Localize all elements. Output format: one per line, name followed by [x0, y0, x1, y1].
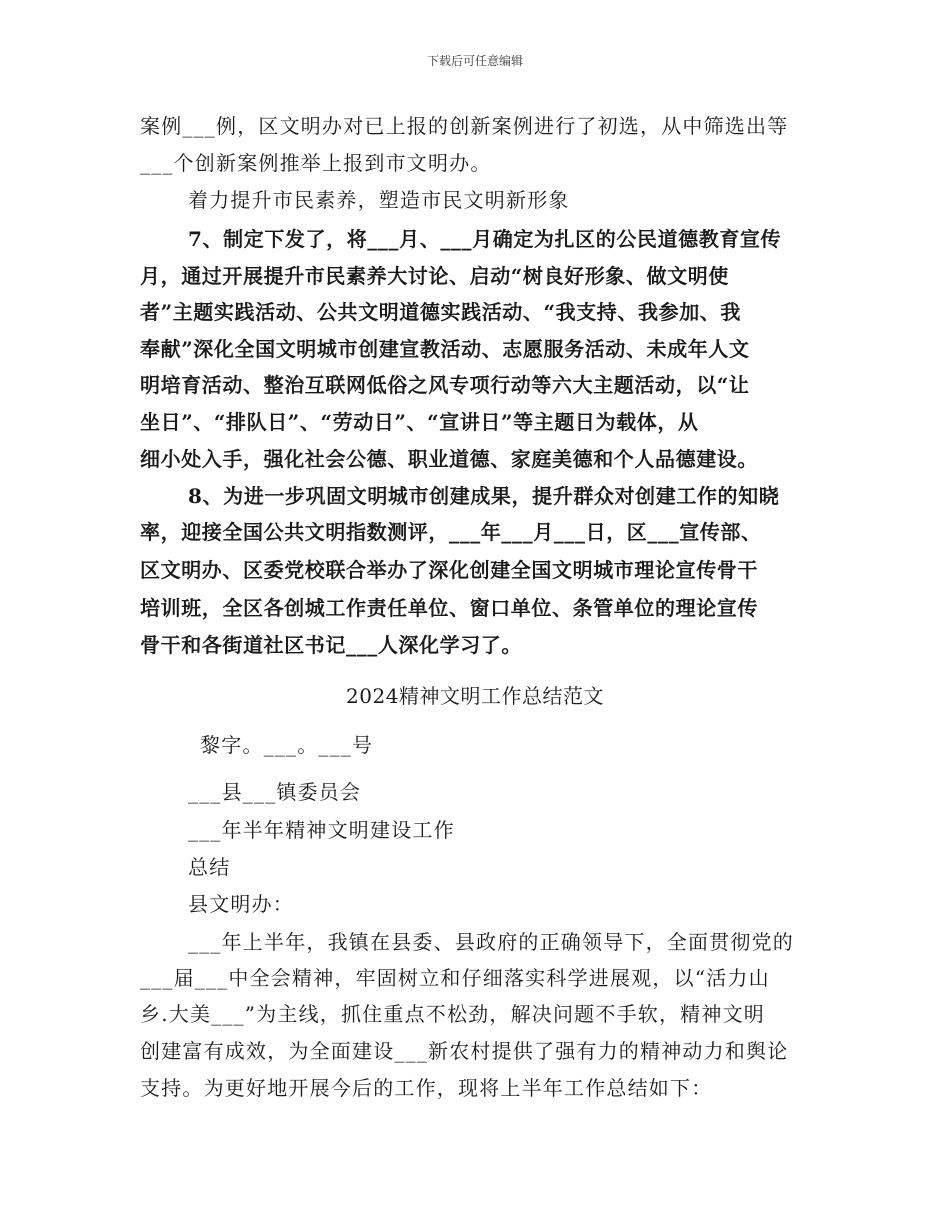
- page-header: 下载后可任意编辑: [426, 54, 523, 68]
- document-title: 2024精神文明工作总结范文: [346, 684, 604, 708]
- paragraph-line: 率，迎接全国公共文明指数测评，___年___月___日，区___宣传部、: [140, 520, 762, 544]
- paragraph-line: ___年上半年，我镇在县委、县政府的正确领导下，全面贯彻党的: [188, 930, 794, 954]
- paragraph-line: 奉献”深化全国文明城市创建宣教活动、志愿服务活动、未成年人文: [140, 337, 750, 361]
- salutation: 县文明办：: [188, 892, 294, 916]
- paragraph-line: 月，通过开展提升市民素养大讨论、启动“树良好形象、做文明使: [140, 264, 729, 288]
- paragraph-line: 区文明办、区委党校联合举办了深化创建全国文明城市理论宣传骨干: [140, 558, 758, 582]
- report-subject-cont: 总结: [188, 855, 231, 879]
- paragraph-line: 支持。为更好地开展今后的工作，现将上半年工作总结如下：: [140, 1076, 713, 1100]
- paragraph-line: ___届___中全会精神，牢固树立和仔细落实科学进展观，以“活力山: [140, 966, 770, 990]
- paragraph-line: 案例___例，区文明办对已上报的创新案例进行了初选，从中筛选出等: [140, 114, 789, 138]
- committee-name: ___县___镇委员会: [188, 780, 362, 804]
- paragraph-line: 7、制定下发了，将___月、___月确定为扎区的公民道德教育宣传: [188, 227, 782, 251]
- paragraph-line: ___个创新案例推举上报到市文明办。: [140, 151, 492, 175]
- document-number: 黎字。___。___号: [200, 733, 374, 757]
- paragraph-line: 者”主题实践活动、公共文明道德实践活动、“我支持、我参加、我: [140, 300, 742, 324]
- section-heading: 着力提升市民素养，塑造市民文明新形象: [188, 188, 570, 212]
- paragraph-line: 明培育活动、整治互联网低俗之风专项行动等六大主题活动，以“让: [140, 373, 750, 397]
- report-subject: ___年半年精神文明建设工作: [188, 818, 455, 842]
- paragraph-line: 骨干和各街道社区书记___人深化学习了。: [140, 633, 522, 657]
- paragraph-line: 创建富有成效，为全面建设___新农村提供了强有力的精神动力和舆论: [140, 1039, 789, 1063]
- paragraph-line: 培训班，全区各创城工作责任单位、窗口单位、条管单位的理论宣传: [140, 596, 758, 620]
- paragraph-line: 坐日”、“排队日”、“劳动日”、“宣讲日”等主题日为载体，从: [140, 410, 699, 434]
- paragraph-line: 细小处入手，强化社会公德、职业道德、家庭美德和个人品德建设。: [140, 447, 758, 471]
- paragraph-line: 8、为进一步巩固文明城市创建成果，提升群众对创建工作的知晓: [188, 484, 780, 508]
- paragraph-line: 乡.大美___”为主线，抓住重点不松劲，解决问题不手软，精神文明: [140, 1002, 765, 1026]
